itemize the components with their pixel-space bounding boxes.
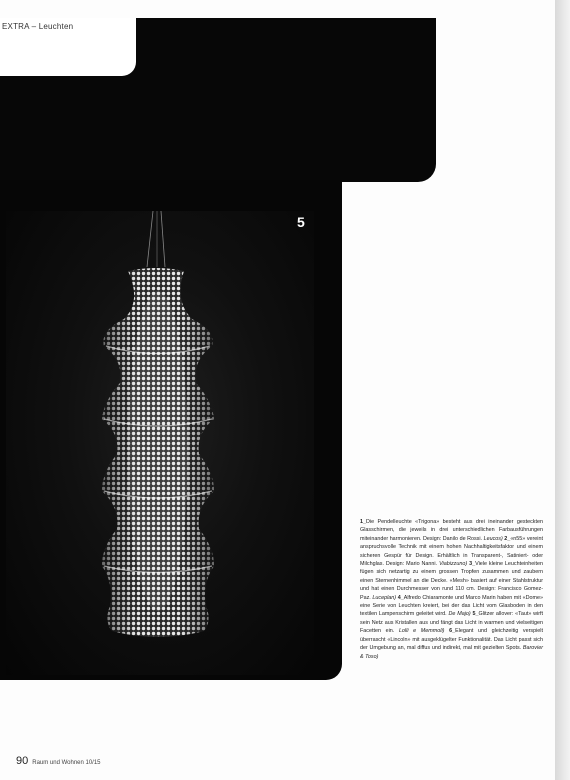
item-number-6: 6_ bbox=[444, 628, 456, 635]
item-number-3: 3_ bbox=[467, 561, 476, 568]
item-text-2: «n55» vereint anspruchsvolle Technik mit einem hohen Nachhaltigkeitsfaktor und einem sicheren Gespür für Design. Erhältlich in Transparent-, Satiniert- oder Milchglas. Design: Mario Nanni. bbox=[360, 535, 544, 568]
item-brand-1: Leucos) bbox=[483, 535, 503, 542]
item-brand-4: De Majo) bbox=[448, 611, 471, 618]
page-spine-shadow bbox=[555, 0, 570, 780]
chandelier-image bbox=[6, 211, 314, 675]
item-number-1: 1_ bbox=[360, 519, 366, 525]
item-text-4: Alfredo Chiaramonte und Marco Marin haben mit «Dome» eine Serie von Leuchten kreiert, bei der das Licht vom Glasboden in den textilen Lampenschirm geleitet wird. bbox=[360, 594, 543, 618]
item-number-2: 2_ bbox=[502, 535, 511, 542]
item-brand-5: Lolli e Memmoli) bbox=[398, 628, 445, 635]
item-brand-2: Viabizzuno) bbox=[439, 561, 468, 568]
item-brand-3: Luceplan) bbox=[372, 594, 397, 601]
item-brand-6: Barovier & Toso) bbox=[360, 645, 543, 660]
item-text-6: Elegant und gleichzeitig verspielt überrascht «Lincoln» mit ausgeklügelter Funktionalität. Das Licht passt sich der Umgebung an, mal diffus und indirekt, mal mit gezielten Spots. bbox=[360, 628, 544, 652]
item-text-3: Viele kleine Leuchteinheiten fügen sich netzartig zu einem grossen Tropfen zusammen und zaubern einen Sternenhimmel an die Decke. «Mesh» basiert auf einer Stahlstruktur und hat einen Durchmesser von rund 110 cm. Design: Francisco Gomez-Paz. bbox=[360, 561, 543, 601]
page-number: 90 bbox=[16, 755, 29, 767]
section-label: EXTRA – Leuchten bbox=[2, 22, 74, 31]
item-number-5: 5_ bbox=[470, 611, 479, 618]
chandelier-photo bbox=[6, 211, 314, 675]
caption-text bbox=[360, 518, 543, 661]
item-text-1: Die Pendelleuchte «Trigona» besteht aus drei ineinander gesteckten Glasschirmen, die jeweils in drei unterschiedlichen Farbausführungen miteinander harmonieren. Design: Danilo de Rossi. bbox=[360, 519, 543, 542]
magazine-issue: Raum und Wohnen 10/15 bbox=[32, 760, 101, 766]
item-number-4: 4_ bbox=[396, 594, 404, 601]
photo-number: 5 bbox=[297, 214, 305, 230]
page-footer bbox=[16, 755, 101, 767]
item-text-5: Glitzer allover: «Taut» wirft sein Netz aus Kristallen aus und fängt das Licht in warmen und vielseitigen Facetten ein. bbox=[360, 611, 544, 635]
